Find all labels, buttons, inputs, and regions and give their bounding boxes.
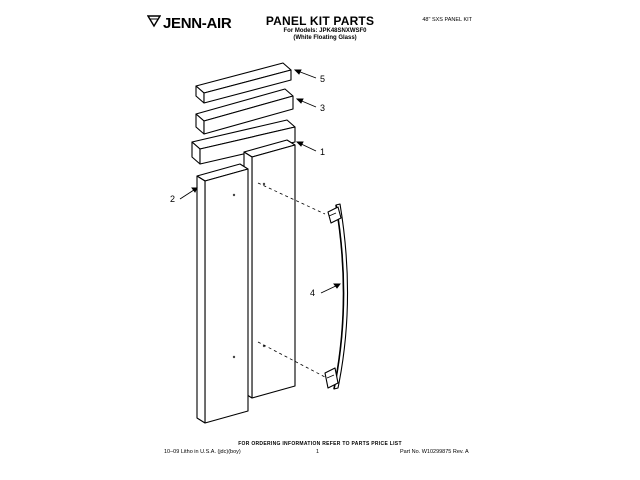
callout-1: 1 [320,147,326,157]
part-1-door-panel [244,140,295,398]
litho-info: 10–09 Litho in U.S.A. (jdc)(boy) [164,449,241,455]
callout-2: 2 [170,194,176,204]
page-title: PANEL KIT PARTS [265,14,375,28]
kit-name: 48" SXS PANEL KIT [422,17,472,23]
part-4-handle [325,204,348,389]
part-number: Part No. W10299875 Rev. A [400,449,469,455]
callout-5: 5 [320,74,326,84]
part-2-door-panel [197,164,248,423]
variant-line: (White Floating Glass) [293,35,357,41]
callout-3: 3 [320,103,326,113]
brand-name: JENN-AIR [163,15,232,32]
callout-4: 4 [310,288,316,298]
page-number: 1 [316,449,320,455]
models-line: For Models: JPK48SNXWSF0 [283,28,367,34]
ordering-note: FOR ORDERING INFORMATION REFER TO PARTS PRICE LIST [238,441,402,447]
